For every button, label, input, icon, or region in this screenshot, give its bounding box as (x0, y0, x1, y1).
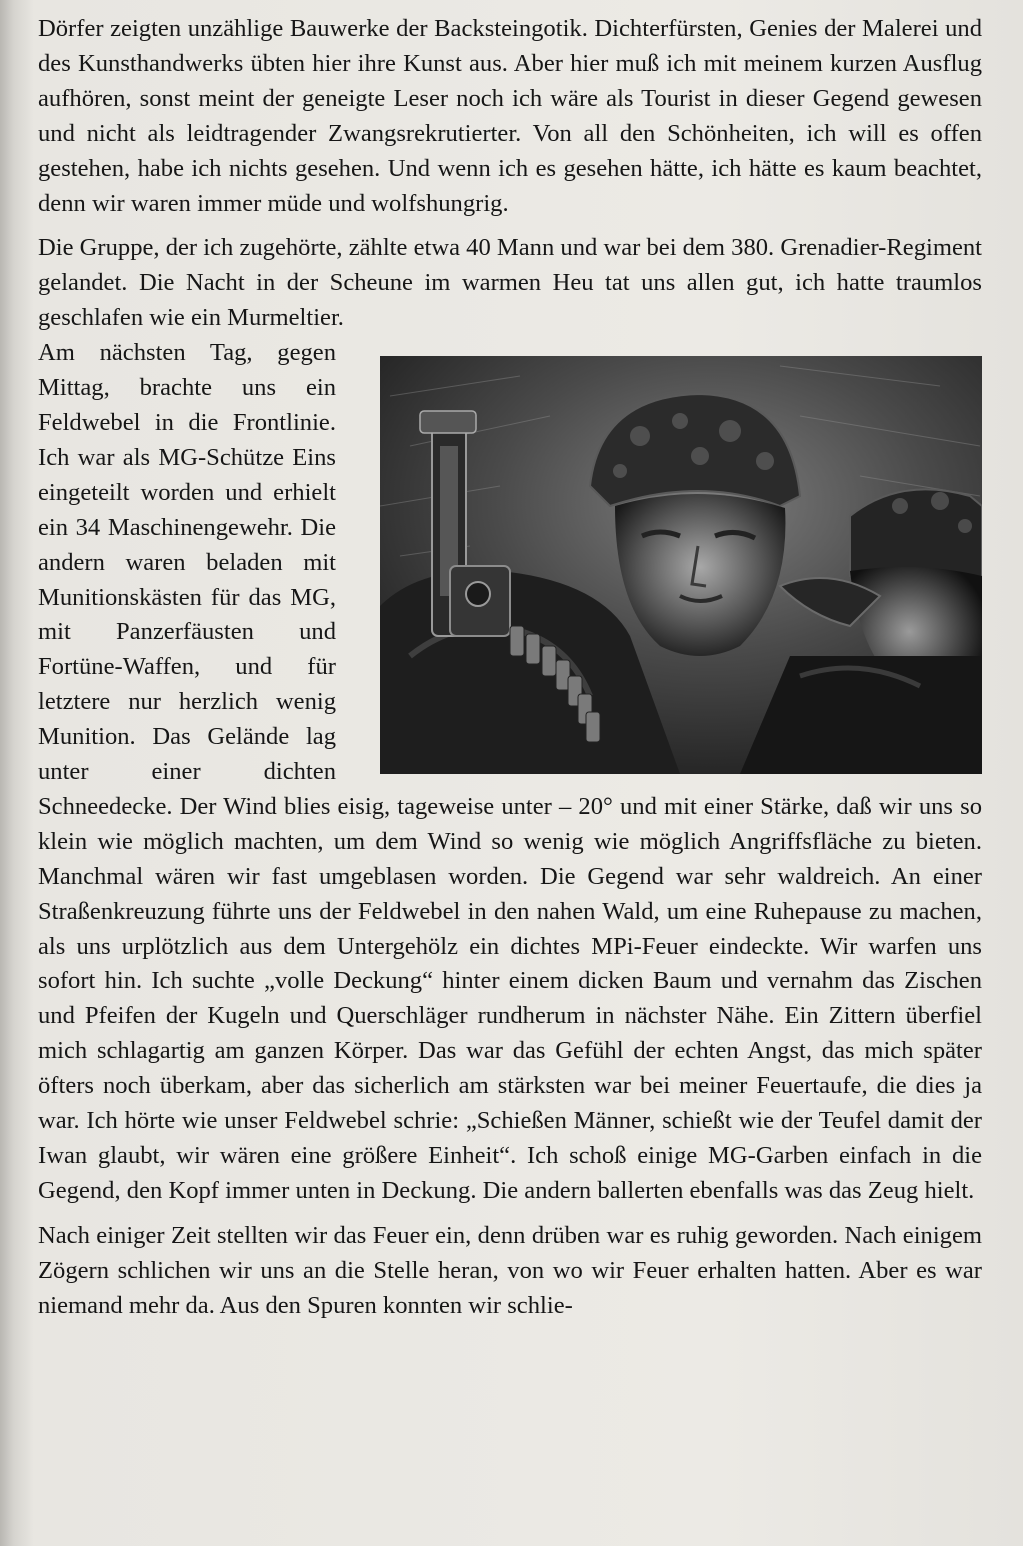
paragraph-1: Dörfer zeigten unzählige Bauwerke der Backsteingotik. Dichterfürsten, Genies der Malerei und des Kunsthandwerks übten hier ihre Kunst aus. Aber hier muß ich mit meinem kurzen Ausflug aufhören, sonst meint der geneigte Leser noch ich wäre als Tourist in dieser Gegend gewesen und nicht als leidtragender Zwangsrekrutierter. Von all den Schönheiten, ich will es offen gestehen, habe ich nichts gesehen. Und wenn ich es gesehen hätte, ich hätte es kaum beachtet, denn wir waren immer müde und wolfshungrig. (38, 15, 982, 217)
soldiers-photo (380, 356, 982, 774)
photo-graphic (380, 356, 982, 774)
paragraph-2: Die Gruppe, der ich zugehörte, zählte etwa 40 Mann und war bei dem 380. Grenadier-Regiment gelandet. Die Nacht in der Scheune im warmen Heu tat uns allen gut, ich hatte traumlos geschlafen wie ein Murmeltier. (38, 234, 982, 332)
page-text (38, 12, 982, 1324)
paragraph-3: Am nächsten Tag, gegen Mittag, brachte uns ein Feldwebel in die Frontlinie. Ich war als MG-Schütze Eins eingeteilt worden und erhielt ein 34 Maschinengewehr. Die andern waren beladen mit Munitionskästen für das MG, mit Panzerfäusten und Fortüne-Waffen, und für letztere nur herzlich wenig Munition. Das Gelände lag unter einer dichten Schneedecke. Der Wind blies eisig, tageweise unter – 20° und mit einer Stärke, daß wir uns so klein wie möglich machten, um dem Wind so wenig wie möglich Angriffsfläche zu bieten. Manchmal wären wir fast umgeblasen worden. Die Gegend war sehr waldreich. An einer Straßenkreuzung führte uns der Feldwebel in den nahen Wald, um eine Ruhepause zu machen, als uns urplötzlich aus dem Untergehölz ein dichtes MPi-Feuer eindeckte. Wir warfen uns sofort hin. Ich suchte „volle Deckung“ hinter einem dicken Baum und vernahm das Zischen und Pfeifen der Kugeln und Querschläger rundherum in nächster Nähe. Ein Zittern überfiel mich schlagartig am ganzen Körper. Das war das Gefühl der echten Angst, das mich später öfters noch überkam, aber das sicherlich am stärksten war bei meiner Feuertaufe, die dies ja war. Ich hörte wie unser Feldwebel schrie: „Schießen Männer, schießt wie der Teufel damit der Iwan glaubt, wir wären eine größere Einheit“. Ich schoß einige MG-Garben einfach in die Gegend, den Kopf immer unten in Deckung. Die andern ballerten ebenfalls was das Zeug hielt. (38, 339, 982, 1204)
paragraph-4: Nach einiger Zeit stellten wir das Feuer ein, denn drüben war es ruhig geworden. Nach einigem Zögern schlichen wir uns an die Stelle heran, von wo wir Feuer erhalten hatten. Aber es war niemand mehr da. Aus den Spuren konnten wir schlie- (38, 1221, 982, 1319)
